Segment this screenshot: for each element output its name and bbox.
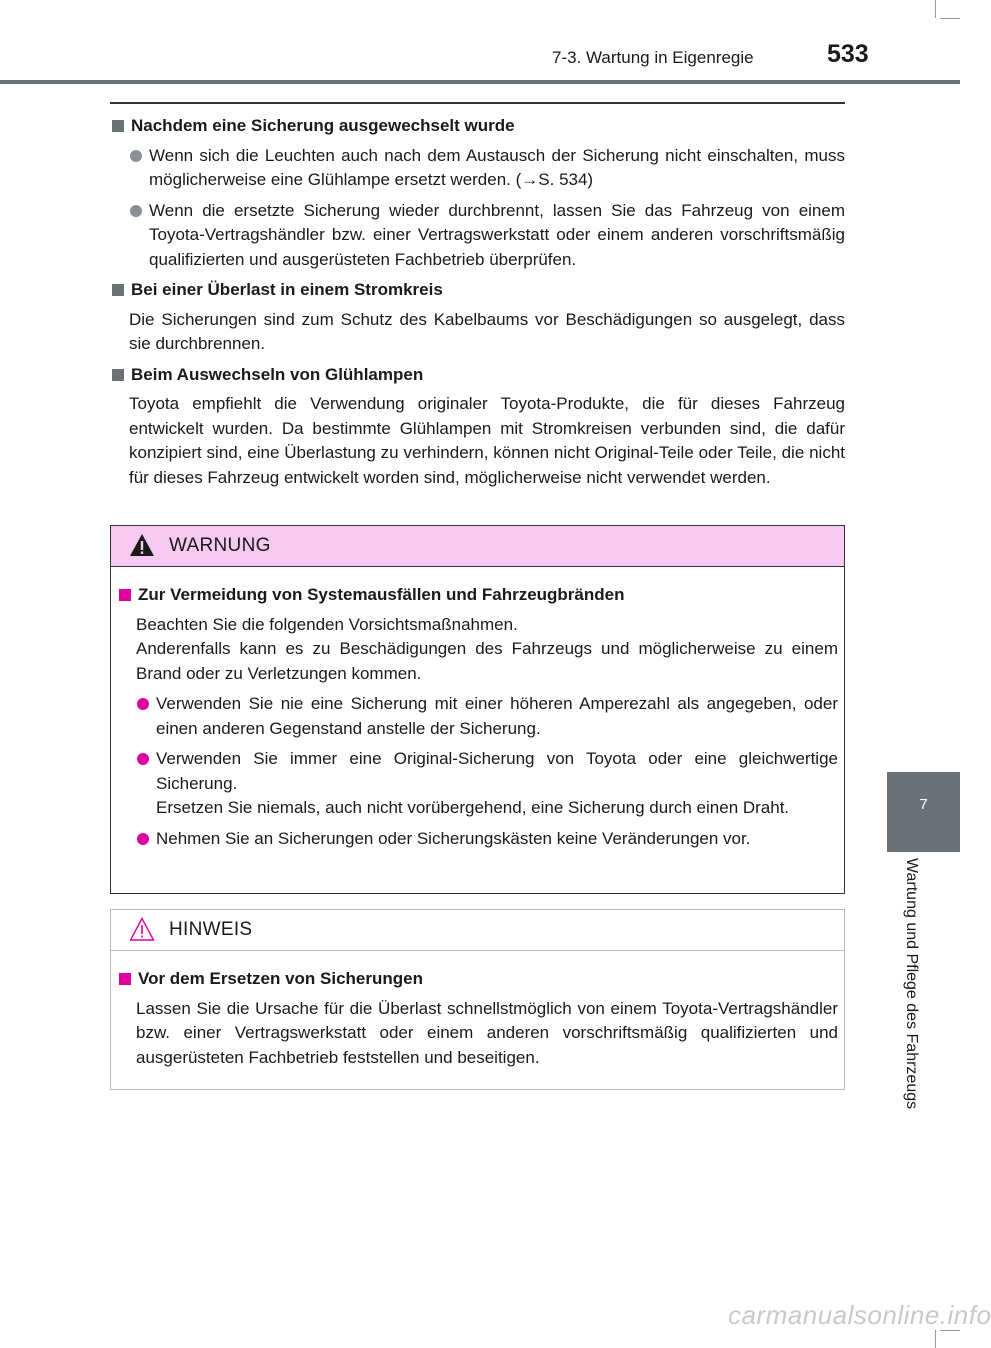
chapter-tab	[887, 772, 960, 852]
section-circuit-overload	[110, 278, 845, 357]
header-bar	[0, 80, 960, 84]
list-item-text: Wenn die ersetzte Sicherung wieder durchbrennt, lassen Sie das Fahrzeug von einem Toyota-Vertragshändler bzw. einer Vertragswerkstatt oder einem anderen vorschriftsmäßig qualifizierten und ausgerüsteten Fachbetrieb überprüfen.	[149, 200, 845, 269]
warning-title: WARNUNG	[169, 535, 271, 556]
circle-bullet-icon	[137, 833, 149, 845]
heading-text: Vor dem Ersetzen von Sicherungen	[138, 969, 423, 988]
list-item	[135, 827, 838, 852]
watermark: carmanualsonline.info	[728, 1300, 991, 1330]
circle-bullet-icon	[137, 698, 149, 710]
list-item-text: Verwenden Sie nie eine Sicherung mit einer höheren Amperezahl als angegeben, oder einen anderen Gegenstand anstelle der Sicherung.	[156, 694, 838, 738]
note-header	[111, 910, 844, 951]
main-content	[110, 114, 845, 496]
square-bullet-icon	[119, 589, 131, 601]
circle-bullet-icon	[130, 150, 142, 162]
page-number: 533	[827, 40, 869, 68]
square-bullet-icon	[119, 973, 131, 985]
section-after-fuse-replacement	[110, 114, 845, 272]
paragraph: Die Sicherungen sind zum Schutz des Kabelbaums vor Beschädigungen so ausgelegt, dass sie durchbrennen.	[129, 309, 845, 353]
crop-mark	[935, 0, 936, 18]
warning-heading	[117, 583, 838, 608]
heading-text: Nachdem eine Sicherung ausgewechselt wurde	[131, 116, 515, 135]
list-item	[135, 692, 838, 741]
header-section-title: 7-3. Wartung in Eigenregie	[552, 48, 754, 67]
paragraph: Toyota empfiehlt die Verwendung originaler Toyota-Produkte, die für dieses Fahrzeug entwickelt wurden. Da bestimmte Glühlampen mit Stromkreisen verbunden sind, die dafür konzipiert sind, eine Überlastung zu verhindern, können nicht Original-Teile oder Teile, die nicht für dieses Fahrzeug entwickelt worden sind, möglicherweise nicht verwendet werden.	[129, 394, 845, 487]
warning-box	[110, 525, 845, 894]
warning-intro-1: Beachten Sie die folgenden Vorsichtsmaßnahmen.	[136, 614, 518, 634]
list-item-text: Wenn sich die Leuchten auch nach dem Austausch der Sicherung nicht einschalten, muss möglicherweise eine Glühlampe ersetzt werden. (→S. 534)	[149, 145, 845, 189]
heading-text: Beim Auswechseln von Glühlampen	[131, 364, 424, 384]
note-box	[110, 909, 845, 1090]
circle-bullet-icon	[137, 753, 149, 765]
paragraph	[136, 613, 838, 638]
list-item-text-extra: Ersetzen Sie niemals, auch nicht vorübergehend, eine Sicherung durch einen Draht.	[156, 798, 790, 817]
paragraph: Anderenfalls kann es zu Beschädigungen des Fahrzeugs und möglicherweise zu einem Brand oder zu Verletzungen kommen.	[136, 639, 838, 683]
section-bulb-replacement	[110, 363, 845, 491]
list-item-text: Nehmen Sie an Sicherungen oder Sicherungskästen keine Veränderungen vor.	[156, 828, 751, 848]
note-heading	[117, 967, 838, 992]
circle-bullet-icon	[130, 205, 142, 217]
note-body	[117, 967, 838, 1076]
section-heading	[110, 363, 845, 388]
section-heading	[110, 278, 845, 303]
list-item-text: Verwenden Sie immer eine Original-Sicherung von Toyota oder eine gleichwertige Sicherung.	[156, 749, 838, 793]
warning-body	[117, 583, 838, 857]
caution-triangle-icon	[129, 917, 155, 941]
square-bullet-icon	[112, 369, 124, 381]
warning-triangle-icon	[129, 533, 155, 557]
chapter-number: 7	[919, 796, 928, 813]
warning-header	[111, 526, 844, 567]
square-bullet-icon	[112, 120, 124, 132]
chapter-label: Wartung und Pflege des Fahrzeugs	[903, 858, 920, 1110]
square-bullet-icon	[112, 284, 124, 296]
section-divider	[110, 102, 845, 104]
heading-text: Zur Vermeidung von Systemausfällen und Fahrzeugbränden	[138, 585, 625, 604]
heading-text: Bei einer Überlast in einem Stromkreis	[131, 280, 443, 299]
list-item	[128, 199, 845, 273]
list-item	[135, 747, 838, 821]
crop-mark	[940, 18, 960, 19]
list-item-content	[156, 747, 838, 821]
paragraph: Lassen Sie die Ursache für die Überlast schnellstmöglich von einem Toyota-Vertragshändler bzw. einer Vertragswerkstatt oder einem anderen vorschriftsmäßig qualifizierten und ausgerüsteten Fachbetrieb feststellen und beseitigen.	[136, 998, 838, 1067]
crop-mark	[935, 1330, 936, 1348]
note-title: HINWEIS	[169, 919, 253, 940]
list-item	[128, 144, 845, 193]
section-heading	[110, 114, 845, 139]
